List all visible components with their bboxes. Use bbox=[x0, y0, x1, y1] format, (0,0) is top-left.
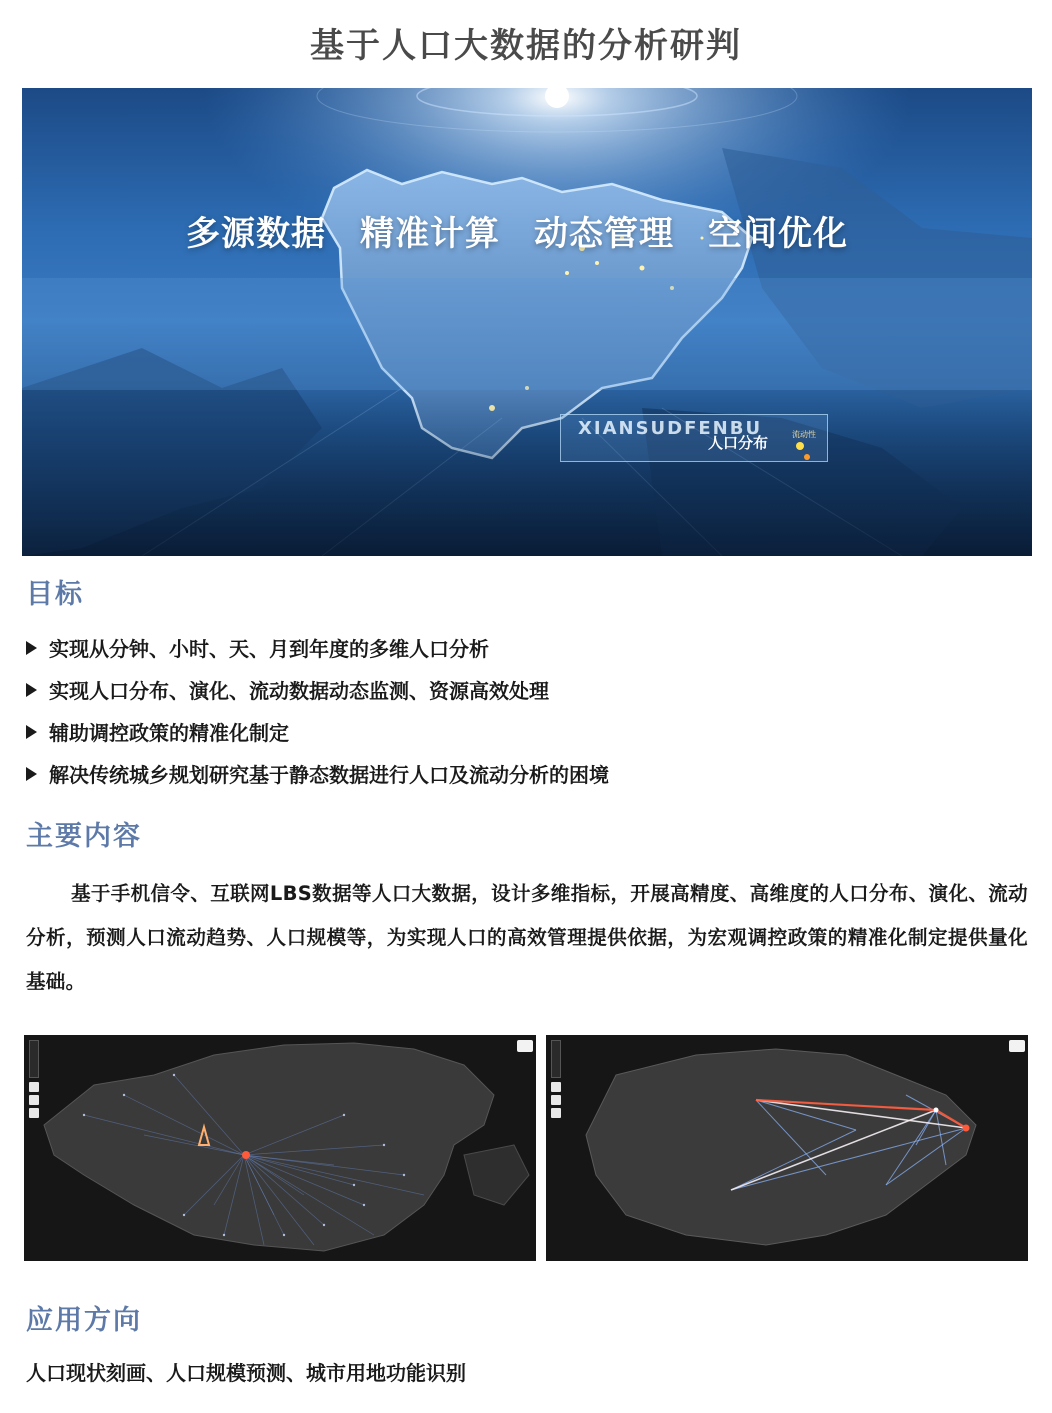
hero-card-legend: 流动性 bbox=[792, 430, 816, 439]
applications-text: 人口现状刻画、人口规模预测、城市用地功能识别 bbox=[26, 1361, 466, 1385]
hero-card-zh: 人口分布 bbox=[708, 434, 769, 452]
legend-dot-icon bbox=[804, 454, 810, 460]
triangle-bullet-icon bbox=[26, 683, 37, 697]
hero-slogans bbox=[186, 206, 848, 255]
slogan-item: 精准计算 bbox=[360, 214, 500, 254]
page-title: 基于人口大数据的分析研判 bbox=[310, 26, 742, 66]
province-flow-map bbox=[546, 1035, 1028, 1261]
triangle-bullet-icon bbox=[26, 767, 37, 781]
main-content-heading: 主要内容 bbox=[26, 821, 142, 852]
fullscreen-icon[interactable] bbox=[551, 1108, 561, 1118]
zoom-slider[interactable] bbox=[551, 1040, 561, 1078]
goal-text: 解决传统城乡规划研究基于静态数据进行人口及流动分析的困境 bbox=[49, 762, 609, 787]
main-content-paragraph: 基于手机信令、互联网LBS数据等人口大数据，设计多维指标，开展高精度、高维度的人口分布、演化、流动分析，预测人口流动趋势、人口规模等，为实现人口的高效管理提供依据，为宏观调控政策的精准化制定提供量化基础。 bbox=[26, 882, 1028, 993]
slogan-item: 空间优化 bbox=[708, 214, 848, 254]
zoom-in-icon[interactable] bbox=[551, 1082, 561, 1092]
hero-card-en: XIANSUDFENBU bbox=[578, 418, 763, 439]
map-panel-province-flow bbox=[546, 1035, 1028, 1261]
applications-heading: 应用方向 bbox=[26, 1305, 142, 1336]
goal-text: 实现人口分布、演化、流动数据动态监测、资源高效处理 bbox=[49, 678, 549, 703]
map-panel-national-flow bbox=[24, 1035, 536, 1261]
goal-text: 实现从分钟、小时、天、月到年度的多维人口分析 bbox=[49, 636, 489, 661]
goals-list bbox=[26, 626, 609, 794]
hero-slogan-band bbox=[22, 278, 1032, 390]
goal-text: 辅助调控政策的精准化制定 bbox=[49, 720, 289, 745]
zoom-in-icon[interactable] bbox=[29, 1082, 39, 1092]
map-menu-icon[interactable] bbox=[517, 1040, 533, 1052]
legend-dot-icon bbox=[796, 442, 804, 450]
zoom-slider[interactable] bbox=[29, 1040, 39, 1078]
fullscreen-icon[interactable] bbox=[29, 1108, 39, 1118]
layers-icon[interactable] bbox=[551, 1095, 561, 1105]
map-menu-icon[interactable] bbox=[1009, 1040, 1025, 1052]
layers-icon[interactable] bbox=[29, 1095, 39, 1105]
hero-banner bbox=[22, 88, 1032, 556]
goal-item bbox=[26, 752, 609, 794]
goal-item bbox=[26, 710, 609, 752]
goals-heading: 目标 bbox=[26, 579, 84, 610]
goal-item bbox=[26, 626, 609, 668]
slogan-item: 动态管理 bbox=[534, 214, 674, 254]
slogan-item: 多源数据 bbox=[186, 214, 326, 254]
triangle-bullet-icon bbox=[26, 641, 37, 655]
goal-item bbox=[26, 668, 609, 710]
national-flow-map bbox=[24, 1035, 536, 1261]
triangle-bullet-icon bbox=[26, 725, 37, 739]
